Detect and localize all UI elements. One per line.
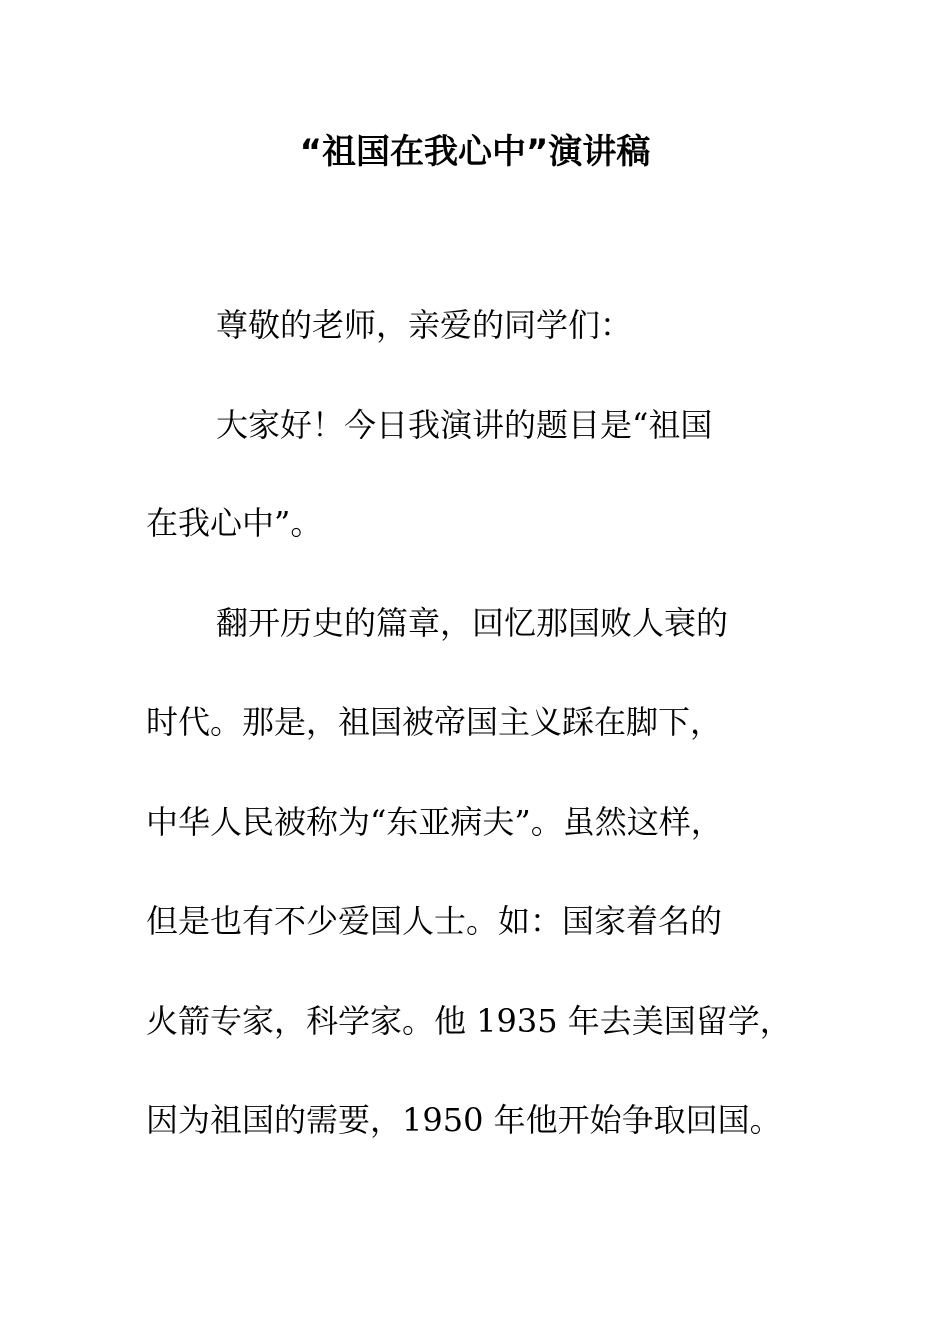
paragraph-line: 翻开历史的篇章，回忆那国败人衰的 xyxy=(216,604,729,642)
paragraph-line: 在我心中”。 xyxy=(146,504,323,542)
document-title: “祖国在我心中”演讲稿 xyxy=(299,132,651,172)
paragraph-line: 时代。那是，祖国被帝国主义踩在脚下， xyxy=(146,703,723,741)
paragraph-line: 大家好！今日我演讲的题目是“祖国 xyxy=(216,406,713,444)
paragraph-line: 但是也有不少爱国人士。如：国家着名的 xyxy=(146,902,723,940)
paragraph-line-salutation: 尊敬的老师，亲爱的同学们： xyxy=(216,306,633,344)
paragraph-line: 火箭专家，科学家。他 1935 年去美国留学， xyxy=(146,1002,792,1040)
paragraph-line: 中华人民被称为“东亚病夫”。虽然这样， xyxy=(146,803,723,841)
paragraph-line: 因为祖国的需要，1950 年他开始争取回国。 xyxy=(146,1101,782,1139)
